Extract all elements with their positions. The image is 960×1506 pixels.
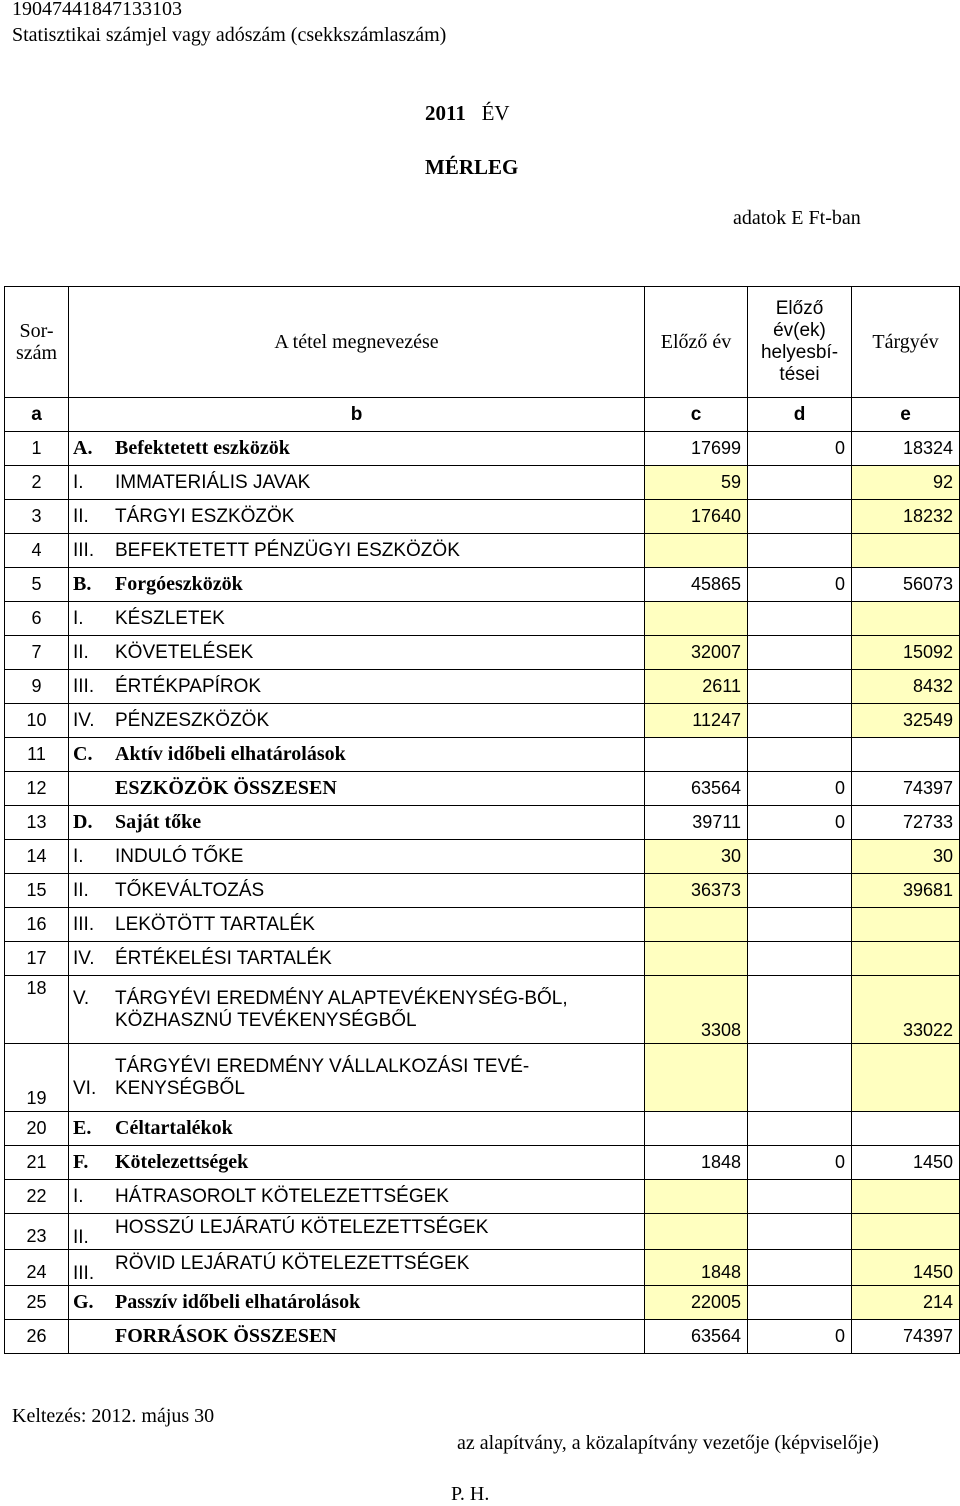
row-roman: B. — [73, 573, 92, 595]
row-label-cell — [69, 840, 645, 874]
row-roman: I. — [73, 607, 84, 629]
row-label-cell — [69, 942, 645, 976]
row-number: 20 — [5, 1112, 69, 1146]
row-label-cell — [69, 670, 645, 704]
table-header-row — [5, 287, 960, 398]
cell-modifications — [748, 534, 852, 568]
cell-previous-year — [645, 908, 748, 942]
cell-current-year: 1450 — [852, 1146, 960, 1180]
cell-current-year — [852, 1112, 960, 1146]
cell-current-year: 214 — [852, 1286, 960, 1320]
document-title: MÉRLEG — [425, 155, 519, 179]
cell-current-year: 33022 — [852, 976, 960, 1044]
col-header-sorszam: Sor-szám — [5, 287, 69, 398]
cell-current-year — [852, 1214, 960, 1250]
column-letter: a — [5, 398, 69, 432]
cell-current-year: 15092 — [852, 636, 960, 670]
table-row — [5, 1112, 960, 1146]
stamp-place: P. H. — [451, 1483, 490, 1505]
cell-current-year: 56073 — [852, 568, 960, 602]
cell-previous-year: 22005 — [645, 1286, 748, 1320]
row-label-cell — [69, 704, 645, 738]
row-label: Kötelezettségek — [115, 1151, 249, 1173]
cell-previous-year: 1848 — [645, 1250, 748, 1286]
cell-previous-year: 30 — [645, 840, 748, 874]
cell-previous-year: 32007 — [645, 636, 748, 670]
row-label-cell — [69, 1112, 645, 1146]
cell-previous-year — [645, 534, 748, 568]
row-label-cell — [69, 908, 645, 942]
row-roman: III. — [73, 913, 95, 935]
column-letter-row — [5, 398, 960, 432]
row-label-cell — [69, 636, 645, 670]
row-number: 26 — [5, 1320, 69, 1354]
table-row — [5, 1146, 960, 1180]
cell-modifications — [748, 874, 852, 908]
row-roman: I. — [73, 471, 84, 493]
row-roman: V. — [73, 987, 90, 1009]
row-number: 18 — [5, 976, 69, 1044]
cell-modifications: 0 — [748, 1320, 852, 1354]
row-number: 12 — [5, 772, 69, 806]
row-label: Forgóeszközök — [115, 573, 243, 595]
row-roman: III. — [73, 675, 95, 697]
row-roman: C. — [73, 743, 93, 765]
table-row — [5, 772, 960, 806]
table-row — [5, 500, 960, 534]
table-row — [5, 908, 960, 942]
table-row — [5, 1286, 960, 1320]
unit-note: adatok E Ft-ban — [733, 207, 861, 229]
row-number: 7 — [5, 636, 69, 670]
row-label-cell — [69, 738, 645, 772]
row-number: 10 — [5, 704, 69, 738]
row-roman: G. — [73, 1291, 94, 1313]
cell-current-year: 72733 — [852, 806, 960, 840]
row-label: IMMATERIÁLIS JAVAK — [115, 471, 311, 493]
cell-modifications — [748, 1112, 852, 1146]
row-roman: I. — [73, 1185, 84, 1207]
table-row — [5, 568, 960, 602]
table-row — [5, 806, 960, 840]
row-label-cell — [69, 432, 645, 466]
row-number: 19 — [5, 1044, 69, 1112]
column-letter: d — [748, 398, 852, 432]
table-row — [5, 636, 960, 670]
table-row — [5, 976, 960, 1044]
cell-modifications — [748, 908, 852, 942]
row-roman: A. — [73, 437, 93, 459]
date-line: Keltezés: 2012. május 30 — [12, 1405, 215, 1427]
cell-modifications — [748, 636, 852, 670]
cell-current-year: 74397 — [852, 772, 960, 806]
row-label: Passzív időbeli elhatárolások — [115, 1291, 361, 1313]
row-number: 11 — [5, 738, 69, 772]
row-label-cell — [69, 1146, 645, 1180]
row-number: 4 — [5, 534, 69, 568]
cell-previous-year: 45865 — [645, 568, 748, 602]
row-label: KÖVETELÉSEK — [115, 641, 254, 663]
cell-modifications — [748, 670, 852, 704]
balance-sheet-table — [4, 286, 960, 1354]
row-label-cell — [69, 534, 645, 568]
cell-previous-year: 2611 — [645, 670, 748, 704]
cell-current-year: 92 — [852, 466, 960, 500]
row-label: RÖVID LEJÁRATÚ KÖTELEZETTSÉGEK — [115, 1252, 470, 1274]
year-suffix: ÉV — [481, 101, 510, 125]
cell-current-year — [852, 602, 960, 636]
cell-modifications — [748, 500, 852, 534]
table-row — [5, 738, 960, 772]
row-label-cell — [69, 772, 645, 806]
cell-current-year — [852, 1180, 960, 1214]
cell-current-year — [852, 908, 960, 942]
row-label-cell — [69, 568, 645, 602]
row-label-cell — [69, 1214, 645, 1250]
row-label: HÁTRASOROLT KÖTELEZETTSÉGEK — [115, 1185, 449, 1207]
cell-current-year — [852, 942, 960, 976]
row-number: 22 — [5, 1180, 69, 1214]
report-year — [425, 101, 510, 126]
cell-previous-year: 17640 — [645, 500, 748, 534]
cell-modifications: 0 — [748, 568, 852, 602]
row-label: TÁRGYÉVI EREDMÉNY ALAPTEVÉKENYSÉG-BŐL, KÖZHASZNÚ TEVÉKENYSÉGBŐL — [115, 987, 568, 1031]
row-label-cell — [69, 1180, 645, 1214]
cell-modifications — [748, 1250, 852, 1286]
row-roman: F. — [73, 1151, 89, 1173]
row-number: 9 — [5, 670, 69, 704]
cell-previous-year: 1848 — [645, 1146, 748, 1180]
row-roman: E. — [73, 1117, 92, 1139]
cell-modifications — [748, 840, 852, 874]
row-roman: II. — [73, 505, 89, 527]
cell-previous-year: 63564 — [645, 1320, 748, 1354]
tax-id-label: Statisztikai számjel vagy adószám (csekkszámlaszám) — [12, 24, 447, 46]
row-label-cell — [69, 1250, 645, 1286]
row-number: 17 — [5, 942, 69, 976]
row-label-cell — [69, 874, 645, 908]
row-roman: II. — [73, 641, 89, 663]
column-letter: e — [852, 398, 960, 432]
table-row — [5, 432, 960, 466]
cell-previous-year: 11247 — [645, 704, 748, 738]
table-row — [5, 1320, 960, 1354]
cell-previous-year — [645, 1180, 748, 1214]
row-label: Céltartalékok — [115, 1117, 233, 1139]
col-header-name: A tétel megnevezése — [69, 287, 645, 398]
table-row — [5, 1044, 960, 1112]
row-label-cell — [69, 806, 645, 840]
table-row — [5, 602, 960, 636]
cell-modifications — [748, 976, 852, 1044]
cell-previous-year: 17699 — [645, 432, 748, 466]
row-number: 5 — [5, 568, 69, 602]
row-label-cell — [69, 1044, 645, 1112]
table-row — [5, 704, 960, 738]
signatory-line: az alapítvány, a közalapítvány vezetője (képviselője) — [457, 1432, 879, 1454]
row-roman: I. — [73, 845, 84, 867]
cell-modifications: 0 — [748, 1146, 852, 1180]
tax-id-number: 19047441847133103 — [12, 0, 182, 20]
row-label-cell — [69, 500, 645, 534]
cell-previous-year — [645, 602, 748, 636]
cell-current-year — [852, 738, 960, 772]
cell-previous-year: 36373 — [645, 874, 748, 908]
table-row — [5, 534, 960, 568]
row-number: 24 — [5, 1250, 69, 1286]
row-label: Aktív időbeli elhatárolások — [115, 743, 346, 765]
row-label: ÉRTÉKPAPÍROK — [115, 675, 262, 697]
row-number: 6 — [5, 602, 69, 636]
row-label-cell — [69, 466, 645, 500]
cell-current-year: 39681 — [852, 874, 960, 908]
row-label-cell — [69, 1286, 645, 1320]
row-roman: II. — [73, 879, 89, 901]
row-label: ÉRTÉKELÉSI TARTALÉK — [115, 947, 332, 969]
cell-previous-year: 59 — [645, 466, 748, 500]
cell-previous-year — [645, 942, 748, 976]
table-row — [5, 1250, 960, 1286]
cell-previous-year: 63564 — [645, 772, 748, 806]
cell-current-year: 8432 — [852, 670, 960, 704]
cell-current-year — [852, 534, 960, 568]
row-label: LEKÖTÖTT TARTALÉK — [115, 913, 315, 935]
row-label: TÁRGYÉVI EREDMÉNY VÁLLALKOZÁSI TEVÉ-KENYSÉGBŐL — [115, 1055, 530, 1099]
cell-modifications — [748, 738, 852, 772]
row-label: ESZKÖZÖK ÖSSZESEN — [115, 777, 337, 799]
cell-current-year: 18232 — [852, 500, 960, 534]
row-number: 23 — [5, 1214, 69, 1250]
row-label: TŐKEVÁLTOZÁS — [115, 879, 265, 901]
row-label: Saját tőke — [115, 811, 202, 833]
row-number: 1 — [5, 432, 69, 466]
table-row — [5, 670, 960, 704]
row-roman: III. — [73, 1262, 95, 1284]
row-roman: III. — [73, 539, 95, 561]
cell-modifications — [748, 1286, 852, 1320]
table-row — [5, 840, 960, 874]
col-header-current-year: Tárgyév — [852, 287, 960, 398]
row-label: HOSSZÚ LEJÁRATÚ KÖTELEZETTSÉGEK — [115, 1216, 489, 1238]
cell-modifications — [748, 466, 852, 500]
column-letter: b — [69, 398, 645, 432]
cell-previous-year: 39711 — [645, 806, 748, 840]
cell-previous-year: 3308 — [645, 976, 748, 1044]
cell-modifications — [748, 1044, 852, 1112]
row-number: 16 — [5, 908, 69, 942]
cell-previous-year — [645, 738, 748, 772]
row-number: 13 — [5, 806, 69, 840]
column-letter: c — [645, 398, 748, 432]
row-roman: IV. — [73, 709, 95, 731]
row-label: INDULÓ TŐKE — [115, 845, 244, 867]
col-header-modifications: Előző év(ek) helyesbí-tései — [748, 287, 852, 398]
row-number: 25 — [5, 1286, 69, 1320]
col-header-prev-year: Előző év — [645, 287, 748, 398]
row-label: PÉNZESZKÖZÖK — [115, 709, 270, 731]
row-roman: IV. — [73, 947, 95, 969]
row-label-cell — [69, 1320, 645, 1354]
row-label: KÉSZLETEK — [115, 607, 225, 629]
table-row — [5, 942, 960, 976]
row-label: TÁRGYI ESZKÖZÖK — [115, 505, 295, 527]
cell-current-year: 30 — [852, 840, 960, 874]
cell-previous-year — [645, 1214, 748, 1250]
row-number: 15 — [5, 874, 69, 908]
cell-previous-year — [645, 1044, 748, 1112]
year-value: 2011 — [425, 101, 466, 125]
row-label: Befektetett eszközök — [115, 437, 290, 459]
cell-current-year — [852, 1044, 960, 1112]
cell-current-year: 1450 — [852, 1250, 960, 1286]
row-label: BEFEKTETETT PÉNZÜGYI ESZKÖZÖK — [115, 539, 460, 561]
row-number: 2 — [5, 466, 69, 500]
table-row — [5, 466, 960, 500]
row-number: 3 — [5, 500, 69, 534]
cell-modifications: 0 — [748, 772, 852, 806]
row-label-cell — [69, 976, 645, 1044]
cell-modifications — [748, 1180, 852, 1214]
cell-modifications — [748, 1214, 852, 1250]
row-number: 21 — [5, 1146, 69, 1180]
row-number: 14 — [5, 840, 69, 874]
cell-previous-year — [645, 1112, 748, 1146]
cell-current-year: 32549 — [852, 704, 960, 738]
cell-modifications — [748, 942, 852, 976]
cell-current-year: 18324 — [852, 432, 960, 466]
row-label: FORRÁSOK ÖSSZESEN — [115, 1325, 337, 1347]
row-roman: D. — [73, 811, 93, 833]
cell-current-year: 74397 — [852, 1320, 960, 1354]
cell-modifications — [748, 704, 852, 738]
cell-modifications: 0 — [748, 806, 852, 840]
table-row — [5, 874, 960, 908]
table-row — [5, 1214, 960, 1250]
cell-modifications: 0 — [748, 432, 852, 466]
table-row — [5, 1180, 960, 1214]
row-roman: II. — [73, 1226, 89, 1248]
cell-modifications — [748, 602, 852, 636]
row-label-cell — [69, 602, 645, 636]
row-roman: VI. — [73, 1077, 97, 1099]
